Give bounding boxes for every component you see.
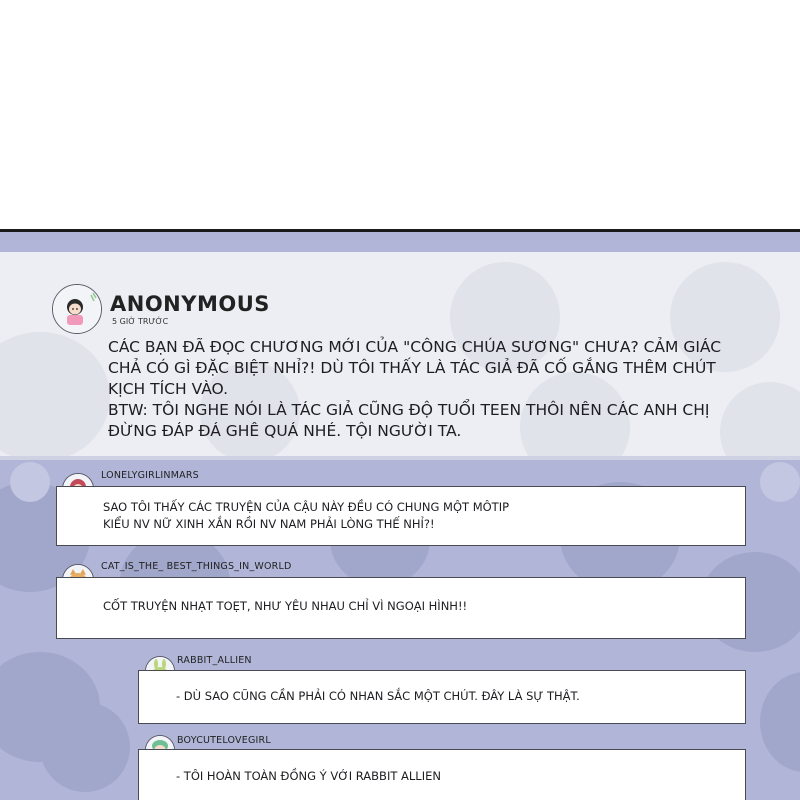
- reply-text: - TÔI HOÀN TOÀN ĐỒNG Ý VỚI RABBIT ALLIEN: [176, 769, 441, 783]
- comment-text: CỐT TRUYỆN NHẠT TOẸT, NHƯ YÊU NHAU CHỈ VÌ NGOẠI HÌNH!!: [103, 599, 468, 613]
- comment-username[interactable]: LONELYGIRLINMARS: [101, 470, 199, 481]
- reply-username[interactable]: RABBIT_ALLIEN: [177, 655, 252, 666]
- main-post: [0, 252, 800, 460]
- reply-username[interactable]: BOYCUTELOVEGIRL: [177, 735, 271, 746]
- comment-username[interactable]: CAT_IS_THE_ BEST_THINGS_IN_WORLD: [101, 561, 292, 572]
- girl-avatar-icon[interactable]: [52, 284, 102, 334]
- reply-text: - DÙ SAO CŨNG CẦN PHẢI CÓ NHAN SẮC MỘT CHÚT. ĐÂY LÀ SỰ THẬT.: [176, 689, 580, 703]
- main-post-username[interactable]: ANONYMOUS: [110, 292, 270, 316]
- comment-text: SAO TÔI THẤY CÁC TRUYỆN CỦA CẬU NÀY ĐỀU CÓ CHUNG MỘT MÔTIP KIỂU NV NỮ XINH XẮN RỒI NV NAM PHẢI LÒNG THẾ NHỈ?!: [103, 500, 510, 531]
- comments-panel: [0, 232, 800, 800]
- main-post-body: CÁC BẠN ĐÃ ĐỌC CHƯƠNG MỚI CỦA "CÔNG CHÚA SƯƠNG" CHƯA? CẢM GIÁC CHẢ CÓ GÌ ĐẶC BIỆT NHỈ?! DÙ TÔI THẤY LÀ TÁC GIẢ ĐÃ CỐ GẮNG THÊM CHÚT KỊCH TÍCH VÀO. BTW: TÔI NGHE NÓI LÀ TÁC GIẢ CŨNG ĐỘ TUỔI TEEN THÔI NÊN CÁC ANH CHỊ ĐỪNG ĐÁP ĐÁ GHÊ QUÁ NHÉ. TỘI NGƯỜI TA.: [108, 338, 722, 440]
- main-post-timestamp: 5 GIỜ TRƯỚC: [112, 317, 169, 326]
- blank-top-area: [0, 0, 800, 230]
